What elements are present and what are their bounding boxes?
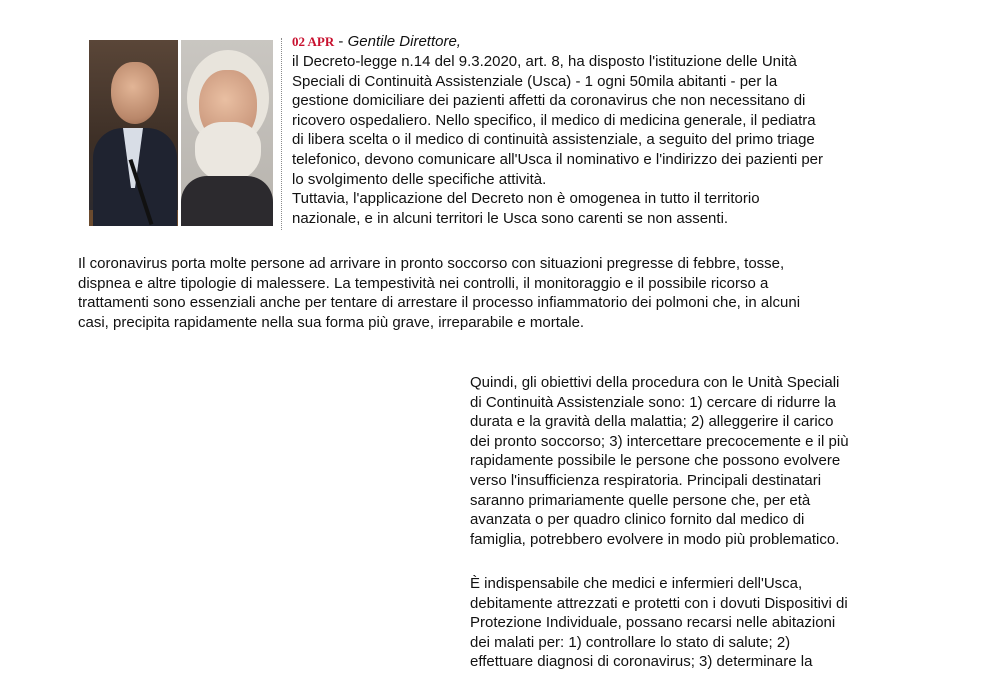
text-line: Protezione Individuale, possano recarsi nelle abitazioni [470, 614, 836, 632]
text-line: saranno primariamente quelle persone che, per età [470, 491, 811, 509]
intro-paragraph [292, 52, 823, 228]
text-line: casi, precipita rapidamente nella sua forma più grave, irreparabile e mortale. [78, 313, 585, 331]
text-line: avanzata o per quadro clinico fornito dal medico di [470, 511, 805, 529]
text-line: nazionale, e in alcuni territori le Usca sono carenti se non assenti. [292, 209, 729, 227]
text-line: effettuare diagnosi di coronavirus; 3) determinare la [470, 653, 813, 671]
letter-salutation: Gentile Direttore, [347, 33, 461, 50]
body-paragraph-2 [470, 373, 849, 549]
author-photo-left [89, 40, 178, 226]
text-line: Speciali di Continuità Assistenziale (Usca) - 1 ogni 50mila abitanti - per la [292, 72, 778, 90]
text-line: di Continuità Assistenziale sono: 1) cercare di ridurre la [470, 393, 837, 411]
body-paragraph-1 [78, 254, 800, 332]
header-separator: - [334, 33, 348, 50]
text-line: È indispensabile che medici e infermieri dell'Usca, [470, 575, 803, 592]
text-line: dei pronto soccorso; 3) intercettare precocemente e il più [470, 432, 849, 450]
photo-beard [195, 122, 261, 182]
text-line: gestione domiciliare dei pazienti affetti da coronavirus che non necessitano di [292, 92, 806, 110]
text-line: Quindi, gli obiettivi della procedura con le Unità Speciali [470, 374, 840, 391]
text-line: di libera scelta o il medico di continuità assistenziale, a seguito del primo triage [292, 131, 815, 149]
photo-divider [281, 38, 282, 230]
text-line: dei malati per: 1) controllare lo stato di salute; 2) [470, 633, 791, 651]
photo-sweater [181, 176, 273, 226]
photo-face [111, 62, 159, 124]
text-line: trattamenti sono essenziali anche per tentare di arrestare il processo infiammatorio dei polmoni che, in alcuni [78, 294, 801, 312]
text-line: Tuttavia, l'applicazione del Decreto non è omogenea in tutto il territorio [292, 190, 760, 208]
text-line: rapidamente possibile le persone che possono evolvere [470, 452, 841, 470]
text-line: telefonico, devono comunicare all'Usca il nominativo e l'indirizzo dei pazienti per [292, 150, 824, 168]
text-line: lo svolgimento delle specifiche attività. [292, 170, 547, 188]
text-line: ricovero ospedaliero. Nello specifico, il medico di medicina generale, il pediatra [292, 111, 816, 129]
letter-header [292, 32, 461, 52]
text-line: Il coronavirus porta molte persone ad arrivare in pronto soccorso con situazioni pregresse di febbre, tosse, [78, 255, 785, 272]
text-line: verso l'insufficienza respiratoria. Principali destinatari [470, 471, 822, 489]
author-photos [89, 40, 273, 226]
article-date: 02 APR [292, 34, 335, 49]
text-line: famiglia, potrebbero evolvere in modo più problematico. [470, 530, 840, 548]
text-line: durata e la gravità della malattia; 2) alleggerire il carico [470, 413, 834, 431]
text-line: il Decreto-legge n.14 del 9.3.2020, art. 8, ha disposto l'istituzione delle Unità [292, 53, 797, 70]
body-paragraph-3 [470, 574, 848, 672]
text-line: dispnea e altre tipologie di malessere. La tempestività nei controlli, il monitoraggio e il possibile ricorso a [78, 274, 769, 292]
text-line: debitamente attrezzati e protetti con i dovuti Dispositivi di [470, 594, 848, 612]
author-photo-right [181, 40, 273, 226]
